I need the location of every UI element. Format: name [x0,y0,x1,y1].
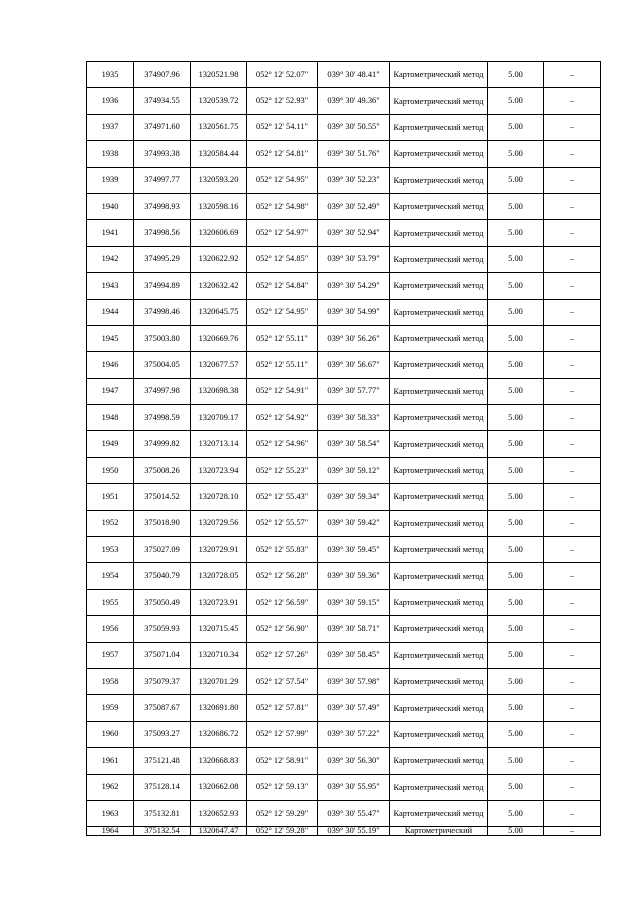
point-number-cell: 1936 [87,88,134,114]
point-number-cell: 1938 [87,141,134,167]
point-number-cell: 1951 [87,484,134,510]
longitude-cell: 039° 30' 49.36" [318,88,390,114]
y-coordinate-cell: 1320698.38 [191,378,247,404]
latitude-cell: 052° 12' 56.90" [247,616,318,642]
note-cell: – [544,563,601,589]
accuracy-cell: 5.00 [488,774,544,800]
x-coordinate-cell: 374998.59 [134,405,191,431]
note-cell: – [544,589,601,615]
longitude-cell: 039° 30' 57.22" [318,721,390,747]
y-coordinate-cell: 1320686.72 [191,721,247,747]
note-cell: – [544,695,601,721]
longitude-cell: 039° 30' 57.49" [318,695,390,721]
determination-method-cell: Картометрический метод [390,774,488,800]
latitude-cell: 052° 12' 59.28" [247,827,318,836]
determination-method-cell: Картометрический метод [390,220,488,246]
table-row [87,193,601,219]
determination-method-cell: Картометрический метод [390,800,488,826]
y-coordinate-cell: 1320647.47 [191,827,247,836]
table-row [87,405,601,431]
accuracy-cell: 5.00 [488,431,544,457]
longitude-cell: 039° 30' 59.34" [318,484,390,510]
point-number-cell: 1940 [87,193,134,219]
y-coordinate-cell: 1320561.75 [191,114,247,140]
note-cell: – [544,484,601,510]
accuracy-cell: 5.00 [488,510,544,536]
point-number-cell: 1947 [87,378,134,404]
accuracy-cell: 5.00 [488,141,544,167]
note-cell: – [544,141,601,167]
table-row [87,62,601,88]
note-cell: – [544,88,601,114]
note-cell: – [544,510,601,536]
x-coordinate-cell: 375004.05 [134,352,191,378]
y-coordinate-cell: 1320669.76 [191,325,247,351]
note-cell: – [544,193,601,219]
point-number-cell: 1952 [87,510,134,536]
coordinates-table [86,61,601,836]
latitude-cell: 052° 12' 55.11" [247,352,318,378]
point-number-cell: 1960 [87,721,134,747]
point-number-cell: 1955 [87,589,134,615]
latitude-cell: 052° 12' 54.98" [247,193,318,219]
note-cell: – [544,537,601,563]
longitude-cell: 039° 30' 56.30" [318,748,390,774]
point-number-cell: 1945 [87,325,134,351]
table-row [87,563,601,589]
x-coordinate-cell: 375093.27 [134,721,191,747]
latitude-cell: 052° 12' 59.29" [247,800,318,826]
latitude-cell: 052° 12' 54.91" [247,378,318,404]
y-coordinate-cell: 1320715.45 [191,616,247,642]
latitude-cell: 052° 12' 55.83" [247,537,318,563]
latitude-cell: 052° 12' 59.13" [247,774,318,800]
x-coordinate-cell: 374998.93 [134,193,191,219]
point-number-cell: 1957 [87,642,134,668]
determination-method-cell: Картометрический метод [390,167,488,193]
point-number-cell: 1962 [87,774,134,800]
table-row [87,510,601,536]
point-number-cell: 1958 [87,668,134,694]
latitude-cell: 052° 12' 57.54" [247,668,318,694]
table-row [87,800,601,826]
determination-method-cell: Картометрический метод [390,616,488,642]
y-coordinate-cell: 1320701.29 [191,668,247,694]
latitude-cell: 052° 12' 54.92" [247,405,318,431]
point-number-cell: 1944 [87,299,134,325]
longitude-cell: 039° 30' 52.23" [318,167,390,193]
table-row [87,827,601,836]
longitude-cell: 039° 30' 55.47" [318,800,390,826]
determination-method-cell: Картометрический метод [390,62,488,88]
x-coordinate-cell: 374999.82 [134,431,191,457]
accuracy-cell: 5.00 [488,299,544,325]
note-cell: – [544,774,601,800]
longitude-cell: 039° 30' 52.94" [318,220,390,246]
note-cell: – [544,378,601,404]
x-coordinate-cell: 375059.93 [134,616,191,642]
note-cell: – [544,668,601,694]
note-cell: – [544,220,601,246]
latitude-cell: 052° 12' 56.59" [247,589,318,615]
longitude-cell: 039° 30' 59.15" [318,589,390,615]
determination-method-cell: Картометрический метод [390,114,488,140]
table-row [87,748,601,774]
longitude-cell: 039° 30' 55.19" [318,827,390,836]
longitude-cell: 039° 30' 54.29" [318,273,390,299]
table-row [87,668,601,694]
x-coordinate-cell: 375079.37 [134,668,191,694]
table-row [87,616,601,642]
y-coordinate-cell: 1320668.83 [191,748,247,774]
latitude-cell: 052° 12' 56.28" [247,563,318,589]
longitude-cell: 039° 30' 50.55" [318,114,390,140]
note-cell: – [544,62,601,88]
note-cell: – [544,616,601,642]
accuracy-cell: 5.00 [488,616,544,642]
longitude-cell: 039° 30' 59.42" [318,510,390,536]
x-coordinate-cell: 375027.09 [134,537,191,563]
note-cell: – [544,800,601,826]
determination-method-cell: Картометрический метод [390,88,488,114]
determination-method-cell: Картометрический метод [390,589,488,615]
y-coordinate-cell: 1320593.20 [191,167,247,193]
note-cell: – [544,352,601,378]
y-coordinate-cell: 1320539.72 [191,88,247,114]
y-coordinate-cell: 1320632.42 [191,273,247,299]
note-cell: – [544,405,601,431]
determination-method-cell: Картометрический метод [390,563,488,589]
y-coordinate-cell: 1320606.69 [191,220,247,246]
table-row [87,299,601,325]
x-coordinate-cell: 374998.46 [134,299,191,325]
determination-method-cell: Картометрический метод [390,273,488,299]
latitude-cell: 052° 12' 55.23" [247,457,318,483]
table-row [87,774,601,800]
latitude-cell: 052° 12' 54.81" [247,141,318,167]
point-number-cell: 1964 [87,827,134,836]
determination-method-cell: Картометрический метод [390,405,488,431]
accuracy-cell: 5.00 [488,114,544,140]
note-cell: – [544,827,601,836]
x-coordinate-cell: 374934.55 [134,88,191,114]
determination-method-cell: Картометрический метод [390,325,488,351]
x-coordinate-cell: 374997.98 [134,378,191,404]
y-coordinate-cell: 1320710.34 [191,642,247,668]
x-coordinate-cell: 374994.89 [134,273,191,299]
table-row [87,352,601,378]
point-number-cell: 1954 [87,563,134,589]
x-coordinate-cell: 375132.54 [134,827,191,836]
point-number-cell: 1950 [87,457,134,483]
table-row [87,721,601,747]
latitude-cell: 052° 12' 52.93" [247,88,318,114]
note-cell: – [544,299,601,325]
longitude-cell: 039° 30' 56.26" [318,325,390,351]
accuracy-cell: 5.00 [488,484,544,510]
table-row [87,141,601,167]
x-coordinate-cell: 375071.04 [134,642,191,668]
point-number-cell: 1935 [87,62,134,88]
point-number-cell: 1949 [87,431,134,457]
latitude-cell: 052° 12' 54.96" [247,431,318,457]
latitude-cell: 052° 12' 57.26" [247,642,318,668]
point-number-cell: 1956 [87,616,134,642]
determination-method-cell: Картометрический метод [390,299,488,325]
determination-method-cell: Картометрический метод [390,668,488,694]
x-coordinate-cell: 375040.79 [134,563,191,589]
y-coordinate-cell: 1320584.44 [191,141,247,167]
determination-method-cell: Картометрический метод [390,352,488,378]
table-row [87,220,601,246]
table-row [87,246,601,272]
point-number-cell: 1943 [87,273,134,299]
y-coordinate-cell: 1320622.92 [191,246,247,272]
longitude-cell: 039° 30' 59.45" [318,537,390,563]
latitude-cell: 052° 12' 54.84" [247,273,318,299]
table-row [87,589,601,615]
latitude-cell: 052° 12' 58.91" [247,748,318,774]
determination-method-cell: Картометрический метод [390,721,488,747]
longitude-cell: 039° 30' 57.98" [318,668,390,694]
table-row [87,457,601,483]
accuracy-cell: 5.00 [488,88,544,114]
y-coordinate-cell: 1320728.10 [191,484,247,510]
accuracy-cell: 5.00 [488,405,544,431]
table-row [87,537,601,563]
y-coordinate-cell: 1320521.98 [191,62,247,88]
latitude-cell: 052° 12' 57.99" [247,721,318,747]
accuracy-cell: 5.00 [488,325,544,351]
note-cell: – [544,325,601,351]
accuracy-cell: 5.00 [488,193,544,219]
table-row [87,325,601,351]
table-row [87,114,601,140]
determination-method-cell: Картометрический метод [390,246,488,272]
y-coordinate-cell: 1320723.91 [191,589,247,615]
determination-method-cell: Картометрический метод [390,484,488,510]
x-coordinate-cell: 375018.90 [134,510,191,536]
y-coordinate-cell: 1320729.91 [191,537,247,563]
accuracy-cell: 5.00 [488,378,544,404]
y-coordinate-cell: 1320709.17 [191,405,247,431]
x-coordinate-cell: 375132.81 [134,800,191,826]
y-coordinate-cell: 1320713.14 [191,431,247,457]
point-number-cell: 1937 [87,114,134,140]
latitude-cell: 052° 12' 55.57" [247,510,318,536]
y-coordinate-cell: 1320652.93 [191,800,247,826]
point-number-cell: 1939 [87,167,134,193]
determination-method-cell: Картометрический метод [390,141,488,167]
y-coordinate-cell: 1320691.80 [191,695,247,721]
determination-method-cell: Картометрический метод [390,537,488,563]
determination-method-cell: Картометрический метод [390,193,488,219]
accuracy-cell: 5.00 [488,273,544,299]
table-row [87,695,601,721]
y-coordinate-cell: 1320728.05 [191,563,247,589]
x-coordinate-cell: 375128.14 [134,774,191,800]
accuracy-cell: 5.00 [488,642,544,668]
determination-method-cell: Картометрический метод [390,642,488,668]
note-cell: – [544,246,601,272]
longitude-cell: 039° 30' 58.45" [318,642,390,668]
determination-method-cell: Картометрический метод [390,431,488,457]
latitude-cell: 052° 12' 54.97" [247,220,318,246]
x-coordinate-cell: 374998.56 [134,220,191,246]
latitude-cell: 052° 12' 55.43" [247,484,318,510]
x-coordinate-cell: 375003.80 [134,325,191,351]
accuracy-cell: 5.00 [488,800,544,826]
longitude-cell: 039° 30' 59.12" [318,457,390,483]
x-coordinate-cell: 375014.52 [134,484,191,510]
longitude-cell: 039° 30' 58.33" [318,405,390,431]
accuracy-cell: 5.00 [488,457,544,483]
point-number-cell: 1942 [87,246,134,272]
longitude-cell: 039° 30' 59.36" [318,563,390,589]
table-row [87,273,601,299]
table-row [87,88,601,114]
latitude-cell: 052° 12' 52.07" [247,62,318,88]
y-coordinate-cell: 1320723.94 [191,457,247,483]
x-coordinate-cell: 374993.38 [134,141,191,167]
determination-method-cell: Картометрический метод [390,695,488,721]
accuracy-cell: 5.00 [488,748,544,774]
table-row [87,642,601,668]
determination-method-cell: Картометрический метод [390,748,488,774]
accuracy-cell: 5.00 [488,352,544,378]
longitude-cell: 039° 30' 53.79" [318,246,390,272]
table-row [87,484,601,510]
determination-method-cell: Картометрический метод [390,378,488,404]
longitude-cell: 039° 30' 56.67" [318,352,390,378]
latitude-cell: 052° 12' 54.85" [247,246,318,272]
y-coordinate-cell: 1320662.08 [191,774,247,800]
point-number-cell: 1946 [87,352,134,378]
y-coordinate-cell: 1320645.75 [191,299,247,325]
accuracy-cell: 5.00 [488,695,544,721]
y-coordinate-cell: 1320729.56 [191,510,247,536]
x-coordinate-cell: 375008.26 [134,457,191,483]
accuracy-cell: 5.00 [488,721,544,747]
determination-method-cell: Картометрический метод [390,510,488,536]
note-cell: – [544,273,601,299]
accuracy-cell: 5.00 [488,220,544,246]
coordinates-table-body [87,62,601,836]
longitude-cell: 039° 30' 57.77" [318,378,390,404]
longitude-cell: 039° 30' 52.49" [318,193,390,219]
note-cell: – [544,431,601,457]
point-number-cell: 1961 [87,748,134,774]
latitude-cell: 052° 12' 54.95" [247,299,318,325]
longitude-cell: 039° 30' 58.71" [318,616,390,642]
latitude-cell: 052° 12' 54.11" [247,114,318,140]
determination-method-cell: Картометрический метод [390,457,488,483]
point-number-cell: 1948 [87,405,134,431]
longitude-cell: 039° 30' 58.54" [318,431,390,457]
point-number-cell: 1953 [87,537,134,563]
x-coordinate-cell: 374995.29 [134,246,191,272]
accuracy-cell: 5.00 [488,827,544,836]
y-coordinate-cell: 1320598.16 [191,193,247,219]
accuracy-cell: 5.00 [488,589,544,615]
longitude-cell: 039° 30' 55.95" [318,774,390,800]
table-row [87,167,601,193]
x-coordinate-cell: 374907.96 [134,62,191,88]
accuracy-cell: 5.00 [488,563,544,589]
x-coordinate-cell: 375050.49 [134,589,191,615]
note-cell: – [544,114,601,140]
accuracy-cell: 5.00 [488,246,544,272]
y-coordinate-cell: 1320677.57 [191,352,247,378]
point-number-cell: 1959 [87,695,134,721]
latitude-cell: 052° 12' 55.11" [247,325,318,351]
accuracy-cell: 5.00 [488,537,544,563]
x-coordinate-cell: 375121.48 [134,748,191,774]
table-row [87,431,601,457]
point-number-cell: 1941 [87,220,134,246]
note-cell: – [544,721,601,747]
determination-method-cell: Картометрический [390,827,488,836]
note-cell: – [544,642,601,668]
accuracy-cell: 5.00 [488,167,544,193]
point-number-cell: 1963 [87,800,134,826]
table-row [87,378,601,404]
x-coordinate-cell: 374997.77 [134,167,191,193]
accuracy-cell: 5.00 [488,668,544,694]
note-cell: – [544,167,601,193]
longitude-cell: 039° 30' 54.99" [318,299,390,325]
x-coordinate-cell: 375087.67 [134,695,191,721]
longitude-cell: 039° 30' 48.41" [318,62,390,88]
note-cell: – [544,457,601,483]
x-coordinate-cell: 374971.60 [134,114,191,140]
latitude-cell: 052° 12' 54.95" [247,167,318,193]
accuracy-cell: 5.00 [488,62,544,88]
longitude-cell: 039° 30' 51.76" [318,141,390,167]
note-cell: – [544,748,601,774]
latitude-cell: 052° 12' 57.81" [247,695,318,721]
